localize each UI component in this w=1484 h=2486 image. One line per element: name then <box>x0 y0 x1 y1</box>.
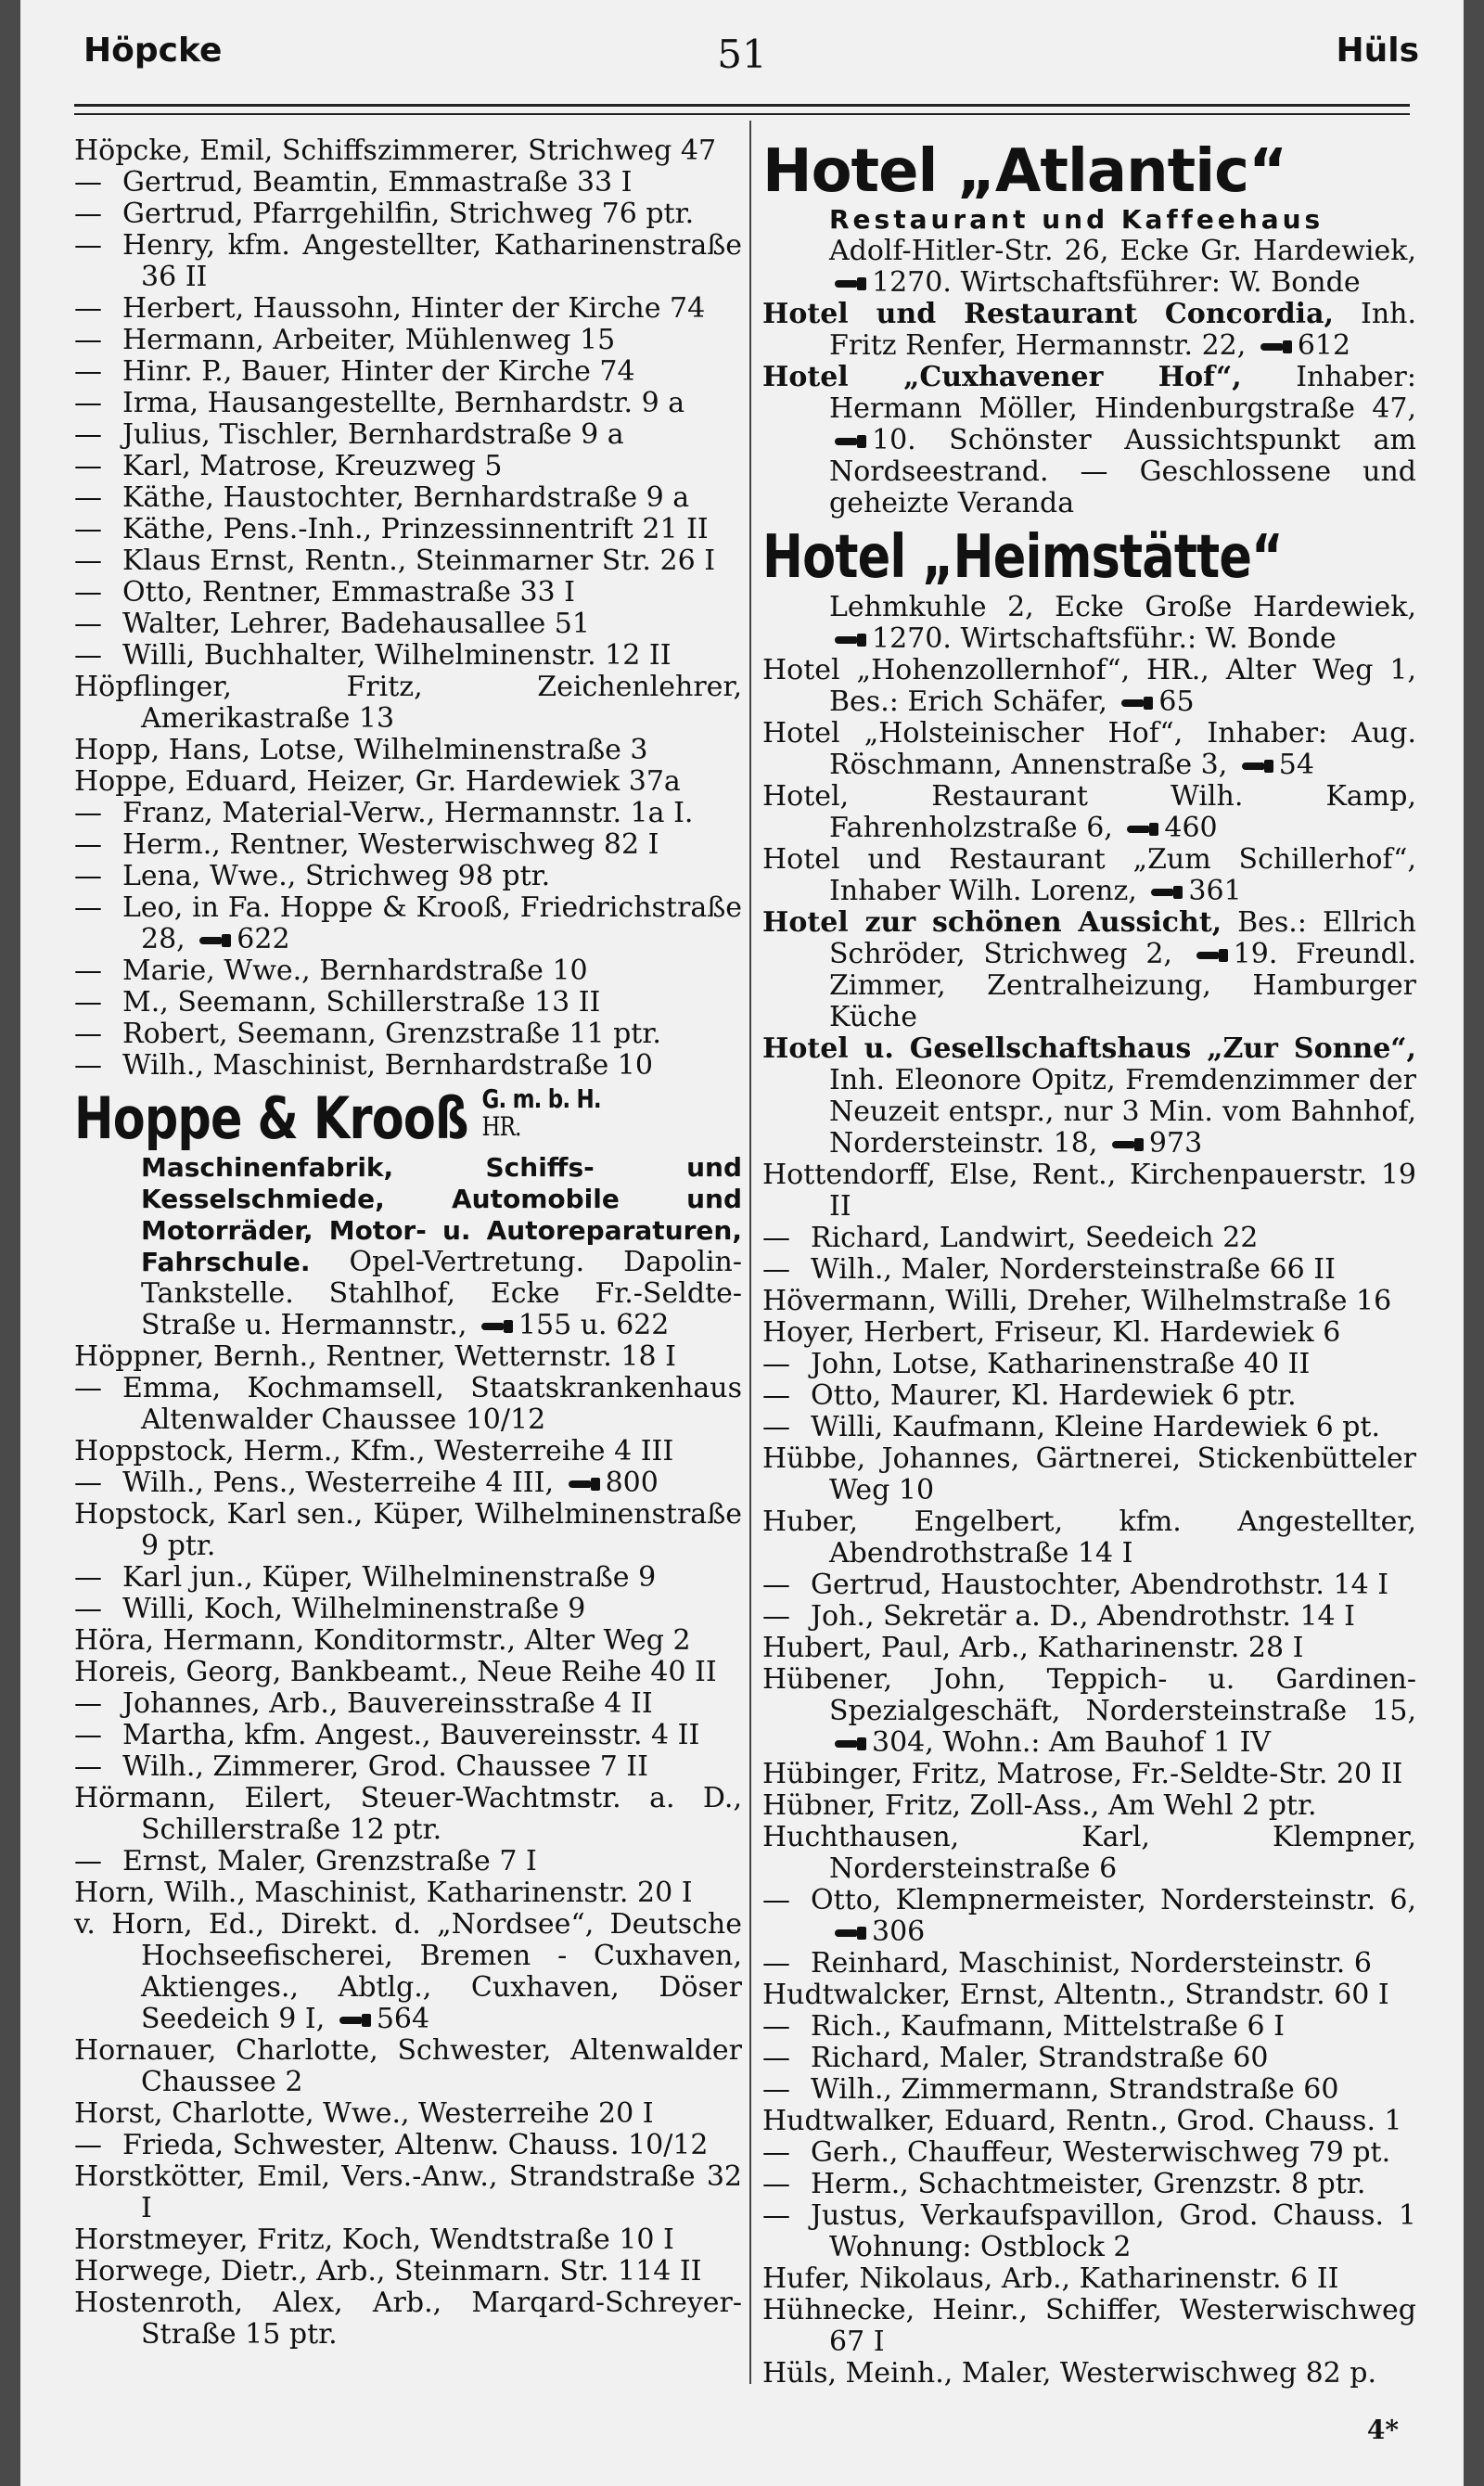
directory-entry <box>74 1783 742 1846</box>
header-rule-thin <box>74 113 1410 115</box>
phone-number: 564 <box>376 2003 430 2035</box>
directory-entry <box>762 1412 1416 1443</box>
entry-text: Hübener, John, Teppich- u. Gardinen-Spezialgeschäft, Nordersteinstraße 15, <box>762 1663 1416 1727</box>
directory-entry <box>762 1885 1416 1948</box>
directory-entry <box>762 1980 1416 2011</box>
directory-entry <box>74 199 742 230</box>
ad-suffix-gmbh: G. m. b. H. <box>481 1083 601 1114</box>
telephone-icon <box>569 1478 600 1491</box>
directory-entry <box>762 1664 1416 1759</box>
entry-text: Hopstock, Karl sen., Küper, Wilhelminenstraße 9 ptr. <box>74 1498 742 1562</box>
entry-text: Horst, Charlotte, Wwe., Westerreihe 20 I <box>74 2097 654 2130</box>
telephone-icon <box>835 277 866 290</box>
directory-entry <box>74 451 742 482</box>
directory-entry <box>74 135 742 167</box>
hotel-atlantic-body: Restaurant und Kaffeehaus Adolf-Hitler-Str. 26, Ecke Gr. Hardewiek, 1270. Wirtschaftsführer: W. Bonde <box>829 204 1416 299</box>
directory-entry <box>74 735 742 766</box>
entry-text: Lena, Wwe., Strichweg 98 ptr. <box>122 860 551 892</box>
entry-text: Gertrud, Beamtin, Emmastraße 33 I <box>122 166 633 199</box>
repeat-dash: — <box>74 639 102 672</box>
repeat-dash: — <box>762 1569 790 1601</box>
repeat-dash: — <box>74 1593 102 1625</box>
directory-entry <box>74 861 742 892</box>
hoppe-krooss-ad-body: Maschinenfabrik, Schiffs- und Kesselschmiede, Automobile und Motorräder, Motor- u. Autoreparaturen, Fahrschule. Opel-Vertretung. Dapolin-Tankstelle. Stahlhof, Ecke Fr.-Seldte-Straße u. Hermannstr., 155 u. 622 <box>141 1152 742 1341</box>
entry-text: Karl jun., Küper, Wilhelminenstraße 9 <box>122 1561 657 1594</box>
directory-entry <box>74 2130 742 2161</box>
directory-entry <box>74 356 742 388</box>
directory-entry <box>762 2263 1416 2295</box>
repeat-dash: — <box>762 2042 790 2074</box>
directory-entry <box>762 655 1416 718</box>
directory-entry <box>74 1467 742 1499</box>
repeat-dash: — <box>74 387 102 419</box>
entry-text: Käthe, Haustochter, Bernhardstraße 9 a <box>122 481 690 514</box>
phone-number: 304, <box>872 1726 934 1759</box>
directory-entry <box>74 1846 742 1877</box>
directory-entry <box>762 2295 1416 2358</box>
entry-text: Hubert, Paul, Arb., Katharinenstr. 28 I <box>762 1632 1304 1664</box>
entry-text: Herm., Rentner, Westerwischweg 82 I <box>122 828 659 861</box>
hotel-heimstaette-title: Hotel „Heimstätte“ <box>762 523 1283 592</box>
repeat-dash: — <box>762 2168 790 2200</box>
entry-text: Ernst, Maler, Grenzstraße 7 I <box>122 1845 537 1877</box>
telephone-icon <box>835 435 866 448</box>
directory-entry <box>762 1286 1416 1317</box>
directory-entry <box>74 482 742 514</box>
entry-text: Horstkötter, Emil, Vers.-Anw., Strandstraße 32 I <box>74 2160 742 2224</box>
repeat-dash: — <box>74 1845 102 1877</box>
entry-text: Rich., Kaufmann, Mittelstraße 6 I <box>811 2010 1285 2043</box>
telephone-icon <box>835 1737 866 1750</box>
directory-entry <box>74 2224 742 2256</box>
directory-entry <box>74 1050 742 1082</box>
telephone-icon <box>339 2014 371 2027</box>
entry-text: Wilh., Maschinist, Bernhardstraße 10 <box>122 1049 653 1082</box>
entry-bold-name: Hotel zur schönen Aussicht, <box>762 906 1222 939</box>
telephone-icon <box>835 1927 866 1940</box>
entry-text: M., Seemann, Schillerstraße 13 II <box>122 986 601 1019</box>
entry-text: Inh. Fritz Renfer, Hermannstr. 22, <box>829 298 1416 362</box>
entry-text: Henry, kfm. Angestellter, Katharinenstraße 36 II <box>122 229 742 293</box>
repeat-dash: — <box>74 1750 102 1783</box>
directory-entry <box>74 514 742 545</box>
telephone-icon <box>1121 697 1153 710</box>
entry-text: Horeis, Georg, Bankbeamt., Neue Reihe 40 II <box>74 1656 717 1688</box>
header-rule <box>74 104 1410 107</box>
entry-text: Huber, Engelbert, kfm. Angestellter, Abendrothstraße 14 I <box>762 1506 1416 1570</box>
entry-text: Robert, Seemann, Grenzstraße 11 ptr. <box>122 1018 661 1050</box>
entry-text: Karl, Matrose, Kreuzweg 5 <box>122 450 503 482</box>
directory-entry <box>74 640 742 672</box>
entry-text: Otto, Rentner, Emmastraße 33 I <box>122 576 575 609</box>
entry-text: Frieda, Schwester, Altenw. Chauss. 10/12 <box>122 2129 709 2161</box>
entry-text: Irma, Hausangestellte, Bernhardstr. 9 a <box>122 387 685 419</box>
entry-text: Hühnecke, Heinr., Schiffer, Westerwischweg 67 I <box>762 2294 1416 2358</box>
repeat-dash: — <box>74 513 102 545</box>
entry-text-continued: Freundl. Zimmer, Zentralheizung, Hamburger Küche <box>829 938 1416 1033</box>
telephone-icon <box>1242 760 1273 773</box>
hotel-heimstaette-ad <box>762 523 1416 655</box>
directory-entry <box>762 907 1416 1033</box>
directory-entry <box>762 2106 1416 2137</box>
directory-entry <box>762 1160 1416 1223</box>
entry-text: Inh. Eleonore Opitz, Fremdenzimmer der Neuzeit entspr., nur 3 Min. vom Bahnhof, Nordersteinstr. 18, <box>829 1064 1416 1160</box>
entry-text: Hövermann, Willi, Dreher, Wilhelmstraße 16 <box>762 1285 1392 1317</box>
repeat-dash: — <box>762 2073 790 2106</box>
entry-text: Bes.: Ellrich Schröder, Strichweg 2, <box>829 906 1416 970</box>
repeat-dash: — <box>762 1947 790 1980</box>
directory-page <box>20 0 1464 2486</box>
phone-number: 306 <box>872 1916 926 1948</box>
entry-text: v. Horn, Ed., Direkt. d. „Nordsee“, Deutsche Hochseefischerei, Bremen - Cuxhaven, Aktienges., Abtlg., Cuxhaven, Döser Seedeich 9 I, <box>74 1908 742 2035</box>
repeat-dash: — <box>762 2199 790 2232</box>
entry-text: Hudtwalker, Eduard, Rentn., Grod. Chauss. 1 <box>762 2105 1402 2137</box>
directory-entry <box>762 1570 1416 1601</box>
entry-text: Franz, Material-Verw., Hermannstr. 1a I. <box>122 797 694 829</box>
entry-text: Hoppstock, Herm., Kfm., Westerreihe 4 III <box>74 1435 674 1467</box>
repeat-dash: — <box>74 1561 102 1594</box>
entry-text: Hopp, Hans, Lotse, Wilhelminenstraße 3 <box>74 734 648 766</box>
entry-text: Wilh., Zimmerer, Grod. Chaussee 7 II <box>122 1750 649 1783</box>
repeat-dash: — <box>74 324 102 356</box>
directory-entry <box>762 1254 1416 1286</box>
phone-number: 800 <box>605 1467 659 1499</box>
repeat-dash: — <box>74 1372 102 1404</box>
directory-entry <box>74 230 742 293</box>
phone-number: 460 <box>1164 812 1218 844</box>
repeat-dash: — <box>762 1253 790 1286</box>
entry-text: Hostenroth, Alex, Arb., Marqard-Schreyer-Straße 15 ptr. <box>74 2287 742 2351</box>
repeat-dash: — <box>74 576 102 609</box>
directory-entry <box>74 609 742 640</box>
entry-text: Emma, Kochmamsell, Staatskrankenhaus Altenwalder Chaussee 10/12 <box>122 1372 742 1436</box>
entry-text: Käthe, Pens.-Inh., Prinzessinnentrift 21 II <box>122 513 709 545</box>
telephone-icon <box>1112 1138 1144 1151</box>
directory-entry <box>74 1751 742 1783</box>
entry-text: Hoppe, Eduard, Heizer, Gr. Hardewiek 37a <box>74 765 681 798</box>
directory-entry <box>74 766 742 798</box>
directory-entry <box>762 781 1416 844</box>
entry-text: Gertrud, Haustochter, Abendrothstr. 14 I <box>811 1569 1389 1601</box>
directory-entry <box>74 672 742 735</box>
repeat-dash: — <box>74 2129 102 2161</box>
directory-entry <box>74 955 742 987</box>
hotel-heimstaette-body: Lehmkuhle 2, Ecke Große Hardewiek, 1270. Wirtschaftsführ.: W. Bonde <box>829 591 1416 655</box>
entry-bold-name: Hotel „Cuxhavener Hof“, <box>762 361 1242 393</box>
directory-entry <box>74 1594 742 1625</box>
telephone-icon <box>199 934 231 947</box>
directory-entry <box>74 167 742 199</box>
telephone-icon <box>835 634 866 647</box>
directory-entry <box>74 1657 742 1688</box>
directory-entry <box>74 829 742 861</box>
directory-entry <box>74 419 742 451</box>
directory-entry <box>762 2074 1416 2106</box>
directory-entry <box>74 1688 742 1720</box>
repeat-dash: — <box>762 1884 790 1916</box>
directory-entry <box>762 1317 1416 1349</box>
entry-text: Willi, Koch, Wilhelminenstraße 9 <box>122 1593 586 1625</box>
entry-text: Herbert, Haussohn, Hinter der Kirche 74 <box>122 292 706 325</box>
repeat-dash: — <box>74 860 102 892</box>
hoppe-krooss-ad <box>74 1085 742 1341</box>
directory-entry <box>74 1877 742 1909</box>
signature-mark: 4* <box>1366 2415 1399 2445</box>
phone-number: 65 <box>1158 686 1195 718</box>
repeat-dash: — <box>74 229 102 262</box>
phone-number: 622 <box>237 923 290 955</box>
repeat-dash: — <box>74 481 102 514</box>
entry-text: Richard, Landwirt, Seedeich 22 <box>811 1222 1259 1254</box>
entry-text: Herm., Schachtmeister, Grenzstr. 8 ptr. <box>811 2168 1366 2200</box>
entry-text: John, Lotse, Katharinenstraße 40 II <box>811 1348 1311 1380</box>
right-column <box>762 135 1416 2390</box>
entry-text: Höra, Hermann, Konditormstr., Alter Weg 2 <box>74 1624 691 1657</box>
directory-entry <box>74 388 742 419</box>
repeat-dash: — <box>762 2010 790 2043</box>
repeat-dash: — <box>74 1467 102 1499</box>
entry-text: Gertrud, Pfarrgehilfin, Strichweg 76 ptr. <box>122 198 695 230</box>
directory-entry <box>74 1019 742 1050</box>
entry-text: Höpflinger, Fritz, Zeichenlehrer, Amerikastraße 13 <box>74 671 742 735</box>
phone-number: 612 <box>1297 329 1351 362</box>
hoppe-krooss-ad-title: Hoppe & Krooß G. m. b. H. HR. <box>74 1083 601 1152</box>
telephone-icon <box>1127 823 1158 836</box>
phone-number: 54 <box>1278 749 1314 781</box>
entry-text: Horstmeyer, Fritz, Koch, Wendtstraße 10 I <box>74 2223 674 2256</box>
entry-text: Wilh., Maler, Nordersteinstraße 66 II <box>811 1253 1336 1286</box>
repeat-dash: — <box>74 1687 102 1720</box>
entry-text: Hufer, Nikolaus, Arb., Katharinenstr. 6 II <box>762 2262 1339 2295</box>
entry-text: Wilh., Pens., Westerreihe 4 III, <box>122 1467 555 1499</box>
directory-entry <box>74 1373 742 1436</box>
entry-text: Klaus Ernst, Rentn., Steinmarner Str. 26 I <box>122 545 716 577</box>
entry-text: Hüls, Meinh., Maler, Westerwischweg 82 p. <box>762 2357 1377 2390</box>
entry-text: Hinr. P., Bauer, Hinter der Kirche 74 <box>122 355 635 388</box>
entry-text: Hotel „Hohenzollernhof“, HR., Alter Weg 1, Bes.: Erich Schäfer, <box>762 654 1416 718</box>
page-number: 51 <box>717 32 767 77</box>
entry-text: Reinhard, Maschinist, Nordersteinstr. 6 <box>811 1947 1372 1980</box>
ad-suffix-hr: HR. <box>481 1111 521 1142</box>
repeat-dash: — <box>762 1222 790 1254</box>
directory-entry <box>74 1562 742 1594</box>
directory-entry <box>74 1720 742 1751</box>
directory-entry <box>762 1506 1416 1570</box>
repeat-dash: — <box>74 545 102 577</box>
directory-entry <box>762 718 1416 781</box>
entry-text: Gerh., Chauffeur, Westerwischweg 79 pt. <box>811 2136 1391 2169</box>
directory-entry <box>74 1436 742 1467</box>
repeat-dash: — <box>74 355 102 388</box>
entry-text: Hübbe, Johannes, Gärtnerei, Stickenbütteler Weg 10 <box>762 1442 1416 1506</box>
hotel-atlantic-title: Hotel „Atlantic“ <box>762 137 1287 206</box>
repeat-dash: — <box>74 198 102 230</box>
entry-text: Otto, Maurer, Kl. Hardewiek 6 ptr. <box>811 1379 1297 1412</box>
header-right-keyword: Hüls <box>1336 32 1419 70</box>
directory-entry <box>74 577 742 609</box>
entry-text: Hermann, Arbeiter, Mühlenweg 15 <box>122 324 616 356</box>
entry-text: Hübner, Fritz, Zoll-Ass., Am Wehl 2 ptr. <box>762 1789 1317 1822</box>
repeat-dash: — <box>74 986 102 1019</box>
repeat-dash: — <box>74 1719 102 1751</box>
directory-entry <box>762 1349 1416 1380</box>
repeat-dash: — <box>74 1049 102 1082</box>
telephone-icon <box>481 1320 513 1333</box>
repeat-dash: — <box>762 1379 790 1412</box>
directory-entry <box>762 299 1416 362</box>
entry-text: Hotel „Holsteinischer Hof“, Inhaber: Aug. Röschmann, Annenstraße 3, <box>762 717 1416 781</box>
directory-entry <box>762 1601 1416 1633</box>
directory-entry <box>74 2035 742 2098</box>
directory-entry <box>762 2358 1416 2390</box>
entry-text: Horwege, Dietr., Arb., Steinmarn. Str. 114 II <box>74 2255 702 2287</box>
phone-number: 10. <box>872 424 916 456</box>
entry-text: Walter, Lehrer, Badehausallee 51 <box>122 608 590 640</box>
directory-entry <box>762 1759 1416 1790</box>
directory-entry <box>762 1443 1416 1506</box>
entry-text: Höppner, Bernh., Rentner, Wetternstr. 18 I <box>74 1340 676 1373</box>
directory-entry <box>762 1790 1416 1822</box>
entry-text: Willi, Buchhalter, Wilhelminenstr. 12 II <box>122 639 672 672</box>
entry-text-continued: Schönster Aussichtspunkt am Nordseestrand. — Geschlossene und geheizte Veranda <box>829 424 1416 519</box>
entry-text: Höpcke, Emil, Schiffszimmerer, Strichweg 47 <box>74 135 717 167</box>
entry-text: Hottendorff, Else, Rent., Kirchenpauerstr. 19 II <box>762 1159 1416 1223</box>
repeat-dash: — <box>74 292 102 325</box>
entry-text: Johannes, Arb., Bauvereinsstraße 4 II <box>122 1687 653 1720</box>
directory-entry <box>74 1625 742 1657</box>
entry-text: Hoyer, Herbert, Friseur, Kl. Hardewiek 6 <box>762 1316 1341 1349</box>
directory-entry <box>762 362 1416 519</box>
directory-entry <box>74 545 742 577</box>
telephone-icon <box>1151 886 1183 899</box>
entry-text: Julius, Tischler, Bernhardstraße 9 a <box>122 418 624 451</box>
directory-entry <box>74 2161 742 2224</box>
entry-text: Leo, in Fa. Hoppe & Krooß, Friedrichstraße 28, <box>122 891 742 955</box>
repeat-dash: — <box>74 418 102 451</box>
repeat-dash: — <box>74 955 102 987</box>
phone-number: 973 <box>1148 1127 1203 1160</box>
repeat-dash: — <box>74 828 102 861</box>
telephone-icon <box>1196 949 1228 962</box>
entry-text: Richard, Maler, Strandstraße 60 <box>811 2042 1269 2074</box>
entry-text-continued: Wohn.: Am Bauhof 1 IV <box>942 1726 1272 1759</box>
directory-entry <box>762 1223 1416 1254</box>
directory-entry <box>762 844 1416 907</box>
phone-number: 19. <box>1233 938 1278 970</box>
directory-entry <box>762 1380 1416 1412</box>
directory-entry <box>74 1341 742 1373</box>
entry-text: Willi, Kaufmann, Kleine Hardewiek 6 pt. <box>811 1411 1381 1443</box>
repeat-dash: — <box>74 450 102 482</box>
directory-entry <box>762 1633 1416 1664</box>
directory-entry <box>74 2256 742 2287</box>
repeat-dash: — <box>74 797 102 829</box>
entry-text: Huchthausen, Karl, Klempner, Nordersteinstraße 6 <box>762 1821 1416 1885</box>
directory-entry <box>74 892 742 955</box>
repeat-dash: — <box>74 891 102 924</box>
repeat-dash: — <box>74 166 102 199</box>
directory-entry <box>74 1909 742 2035</box>
directory-entry <box>74 798 742 829</box>
directory-entry <box>762 1033 1416 1160</box>
entry-text: Justus, Verkaufspavillon, Grod. Chauss. 1 Wohnung: Ostblock 2 <box>811 2199 1416 2263</box>
entry-text: Wilh., Zimmermann, Strandstraße 60 <box>811 2073 1339 2106</box>
telephone-icon <box>1260 340 1292 353</box>
entry-text: Inhaber: Hermann Möller, Hindenburgstraße 47, <box>829 361 1416 425</box>
hotel-atlantic-ad <box>762 139 1416 299</box>
repeat-dash: — <box>762 1600 790 1633</box>
entry-text: Hotel und Restaurant „Zum Schillerhof“, Inhaber Wilh. Lorenz, <box>762 843 1416 907</box>
directory-entry <box>762 2011 1416 2043</box>
directory-entry <box>762 1948 1416 1980</box>
directory-entry <box>74 2098 742 2130</box>
entry-text: Hörmann, Eilert, Steuer-Wachtmstr. a. D., Schillerstraße 12 ptr. <box>74 1782 742 1846</box>
entry-text: Otto, Klempnermeister, Nordersteinstr. 6, <box>811 1884 1416 1916</box>
directory-entry <box>74 293 742 325</box>
entry-bold-name: Hotel u. Gesellschaftshaus „Zur Sonne“, <box>762 1032 1416 1065</box>
repeat-dash: — <box>74 608 102 640</box>
directory-entry <box>762 1822 1416 1885</box>
entry-text: Hotel, Restaurant Wilh. Kamp, Fahrenholzstraße 6, <box>762 780 1416 844</box>
directory-entry <box>74 2287 742 2351</box>
repeat-dash: — <box>762 1411 790 1443</box>
directory-entry <box>762 2043 1416 2074</box>
entry-text: Joh., Sekretär a. D., Abendrothstr. 14 I <box>811 1600 1356 1633</box>
directory-entry <box>762 2137 1416 2169</box>
entry-text: Horn, Wilh., Maschinist, Katharinenstr. 20 I <box>74 1877 693 1909</box>
directory-entry <box>762 2169 1416 2200</box>
directory-entry <box>74 1499 742 1562</box>
repeat-dash: — <box>762 1348 790 1380</box>
repeat-dash: — <box>74 1018 102 1050</box>
entry-text: Hornauer, Charlotte, Schwester, Altenwalder Chaussee 2 <box>74 2034 742 2098</box>
entry-text: Marie, Wwe., Bernhardstraße 10 <box>122 955 588 987</box>
directory-entry <box>762 2200 1416 2263</box>
phone-number: 361 <box>1188 875 1242 907</box>
left-column <box>74 135 742 2351</box>
header-left-keyword: Höpcke <box>83 32 223 70</box>
column-divider <box>749 121 751 2384</box>
directory-entry <box>74 325 742 356</box>
entry-text: Hübinger, Fritz, Matrose, Fr.-Seldte-Str. 20 II <box>762 1758 1403 1790</box>
entry-bold-name: Hotel und Restaurant Concordia, <box>762 298 1334 330</box>
entry-text: Hudtwalcker, Ernst, Altentn., Strandstr. 60 I <box>762 1979 1389 2011</box>
entry-text: Martha, kfm. Angest., Bauvereinsstr. 4 II <box>122 1719 700 1751</box>
directory-entry <box>74 987 742 1019</box>
repeat-dash: — <box>762 2136 790 2169</box>
